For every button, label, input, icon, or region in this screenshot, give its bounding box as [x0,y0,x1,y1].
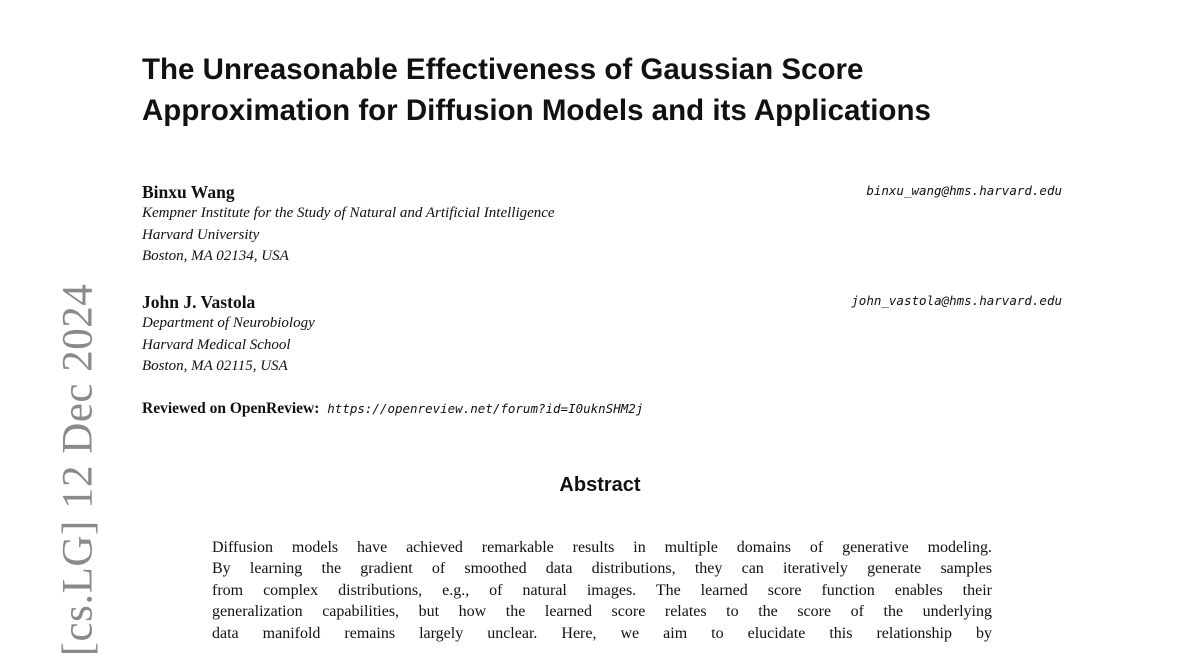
review-label: Reviewed on OpenReview: [142,400,320,417]
author-block [142,291,1062,378]
author-affiliation-line: Harvard Medical School [142,336,291,353]
abstract-text [212,537,992,644]
author-name: Binxu Wang [142,182,235,202]
arxiv-sidebar-stamp: [cs.LG] 12 Dec 2024 [54,283,102,656]
author-affiliation-line: Boston, MA 02115, USA [142,358,288,374]
author-affiliation-line: Boston, MA 02134, USA [142,248,289,264]
author-affiliation-line: Harvard University [142,226,260,243]
author-email[interactable]: binxu_wang@hms.harvard.edu [866,183,1062,198]
author-email[interactable]: john_vastola@hms.harvard.edu [851,293,1062,308]
abstract-line: By learning the gradient of smoothed data distributions, they can iteratively generate samples [212,560,992,578]
abstract-line: data manifold remains largely unclear. Here, we aim to elucidate this relationship by [212,624,992,642]
abstract-line: generalization capabilities, but how the learned score relates to the score of the underlying [212,603,992,621]
abstract-heading: Abstract [559,474,641,496]
title-line: Approximation for Diffusion Models and its Applications [142,94,931,127]
author-block [142,181,1062,268]
paper-title [142,49,1122,131]
title-line: The Unreasonable Effectiveness of Gaussian Score [142,53,864,86]
abstract-line: Diffusion models have achieved remarkable results in multiple domains of generative modeling. [212,539,992,556]
author-affiliation-line: Kempner Institute for the Study of Natural and Artificial Intelligence [142,205,555,221]
openreview-link[interactable]: https://openreview.net/forum?id=I0uknSHM2j [327,401,644,416]
author-name: John J. Vastola [142,292,256,312]
review-notice [142,400,643,418]
author-affiliation-line: Department of Neurobiology [142,315,315,331]
abstract-line: from complex distributions, e.g., of natural images. The learned score function enables their [212,581,992,599]
